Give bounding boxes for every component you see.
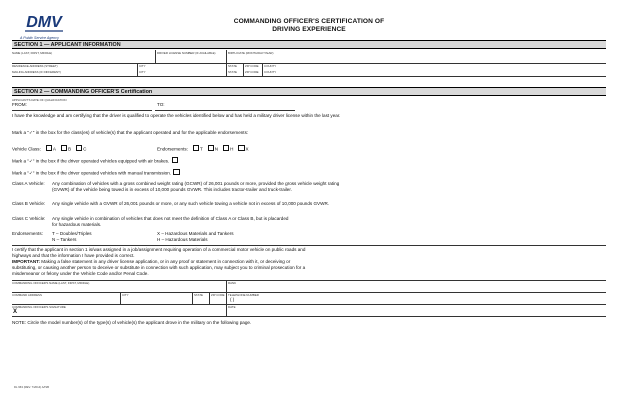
logo-text: DMV [26, 14, 62, 31]
to-label: TO: [157, 102, 165, 107]
manual-instruction: Mark a "✓" in the box if the driver operated vehicles with manual transmission. [12, 170, 172, 176]
class-a-label: A [52, 146, 56, 152]
signature-label: COMMANDING OFFICER'S SIGNATURE [12, 305, 66, 309]
from-date-field[interactable] [34, 100, 152, 110]
air-brakes-row [12, 157, 179, 165]
name-label: NAME (LAST, FIRST, MIDDLE) [12, 51, 53, 55]
important-label: IMPORTANT: [12, 259, 40, 264]
manual-checkbox[interactable] [173, 169, 179, 175]
mailing-address-label: MAILING ADDRESS (IF DIFFERENT) [12, 70, 61, 74]
from-label: FROM: [12, 102, 27, 107]
important-notice [12, 259, 312, 277]
co-city-label: CITY [122, 293, 129, 297]
endorsements-row [157, 145, 249, 153]
class-b-label: B [68, 146, 72, 152]
date-label: DATE [228, 305, 236, 309]
rank-field[interactable] [226, 280, 296, 292]
residence-address-field[interactable] [12, 63, 606, 76]
signature-x-mark: X [13, 309, 18, 315]
class-c-label: C [83, 146, 87, 152]
command-address-field[interactable] [12, 292, 296, 304]
birth-date-label: BIRTH DATE (MONTH/DAY/YEAR) [228, 51, 274, 55]
air-brakes-instruction: Mark a "✓" in the box if the driver operated vehicles equipped with air brakes. [12, 158, 170, 164]
agency-tagline: A Public Service Agency [20, 36, 59, 40]
city2-label: CITY [139, 70, 146, 74]
class-b-checkbox[interactable] [61, 145, 67, 151]
date-field[interactable] [226, 304, 296, 316]
class-a-def-label: Class A Vehicle: [12, 181, 45, 186]
air-brakes-checkbox[interactable] [172, 157, 178, 163]
class-b-definition: Any single vehicle with a GVWR of 26,001 pounds or more, or any such vehicle towing a vehicle not in excess of 10,000 pounds GVWR. [52, 201, 330, 206]
manual-row [12, 169, 181, 177]
state2-label: STATE [228, 70, 237, 74]
co-zip-label: ZIP CODE [211, 293, 225, 297]
dl-number-label: DRIVER LICENSE NUMBER (IF AVAILABLE) [157, 51, 216, 55]
end-x-checkbox[interactable] [238, 145, 244, 151]
end-t-checkbox[interactable] [193, 145, 199, 151]
note-text: NOTE: Circle the model number(s) of the type(s) of vehicle(s) the applicant drove in the military on the following page. [12, 320, 252, 325]
end-t-description: T – Doubles/Triples [52, 231, 92, 236]
endorsements-label: Endorsements: [157, 146, 188, 152]
class-c-checkbox[interactable] [76, 145, 82, 151]
form-title-line1: COMMANDING OFFICER'S CERTIFICATION OF [233, 18, 385, 25]
end-t-label: T [199, 146, 203, 152]
end-h-checkbox[interactable] [223, 145, 229, 151]
section2-heading: SECTION 2 — COMMANDING OFFICER'S Certification [12, 87, 606, 96]
command-address-label: COMMAND ADDRESS [12, 293, 42, 297]
applicant-name-field[interactable] [12, 50, 606, 63]
to-date-field[interactable] [170, 100, 295, 110]
end-h-label: H [230, 146, 234, 152]
knowledge-statement: I have the knowledge and am certifying that the driver is qualified to operate the vehicles identified below and has held a military driver license within the last year. [12, 113, 341, 118]
section1-heading: SECTION 1 — APPLICANT INFORMATION [12, 40, 606, 49]
phone-area-code: ( ) [230, 297, 235, 302]
qualification-dates-label: APPLICANT'S DATE OF QUALIFICATION [12, 98, 67, 102]
phone-label: TELEPHONE NUMBER [228, 293, 259, 297]
class-c-def-label: Class C Vehicle: [12, 216, 46, 221]
zip2-label: ZIP CODE [245, 70, 259, 74]
end-x-label: X [245, 146, 249, 152]
important-text: Making a false statement in any driver license application, or in any proof or statement in connection with it, or deceiving or substituting, or causing another person to deceive or substitute in connection with such application, may subject you to criminal prosecution for a misdemeanor or felony under the Vehicle Code and/or Penal Code. [12, 259, 306, 276]
co-name-field[interactable] [12, 280, 226, 292]
signature-field[interactable] [12, 304, 226, 316]
end-n-description: N – Tankers [52, 237, 77, 242]
end-n-label: N [214, 146, 219, 152]
end-x-description: X – Hazardous Materials and Tankers [157, 231, 234, 236]
city-label: CITY [139, 64, 146, 68]
county2-label: COUNTY [264, 70, 277, 74]
vehicle-class-label: Vehicle Class: [12, 146, 41, 152]
county-label: COUNTY [264, 64, 277, 68]
class-a-checkbox[interactable] [46, 145, 52, 151]
end-n-checkbox[interactable] [208, 145, 214, 151]
co-name-label: COMMANDING OFFICER'S NAME (LAST, FIRST, MIDDLE) [12, 281, 90, 285]
end-h-description: H – Hazardous Materials [157, 237, 208, 242]
class-b-def-label: Class B Vehicle: [12, 201, 46, 206]
form-title-line2: DRIVING EXPERIENCE [272, 26, 346, 33]
rank-label: RANK [228, 281, 237, 285]
co-state-label: STATE [194, 293, 203, 297]
endorsements-key-label: Endorsements: [12, 231, 43, 236]
vehicle-class-row [12, 145, 86, 153]
state-label: STATE [228, 64, 237, 68]
class-a-definition: Any combination of vehicles with a gross combined weight rating (GCWR) of 26,001 pounds or more, provided the gross vehicle weight rating (GVWR) of the vehicle being towed is in excess of 10,000 pounds GVWR. This includes tractor-trailer and truck-trailer. [52, 181, 340, 192]
mark-class-instruction: Mark a "✓" in the box for the class(es) of vehicle(s) that the applicant operated and for the applicable endorsements: [12, 130, 249, 135]
residence-address-label: RESIDENCE ADDRESS (STREET) [12, 64, 58, 68]
class-c-definition: Any single vehicle in combination of vehicles that does not meet the definition of Class A or Class B, but is placarded for hazardous materials. [52, 216, 289, 227]
certify-statement: I certify that the applicant in section 1 is/was assigned in a job/assignment requiring operation of a commercial motor vehicle on public roads and highways and that the information I have provided is correct. [12, 247, 306, 258]
zip-label: ZIP CODE [245, 64, 259, 68]
form-id: DL 963 (REV. 7/2014) A/ISB [14, 385, 49, 389]
